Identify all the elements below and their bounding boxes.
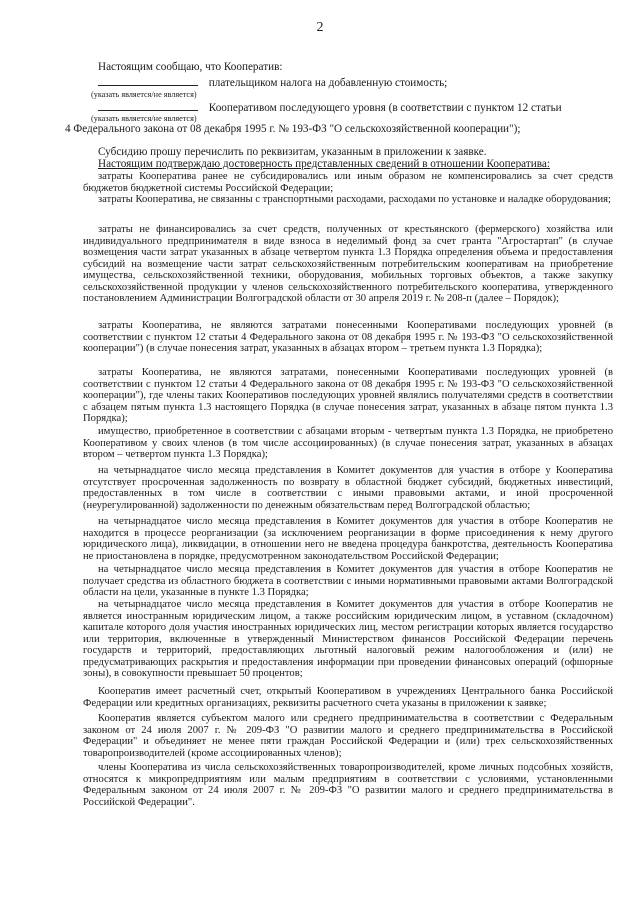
coop-level-text-cont: 4 Федерального закона от 08 декабря 1995 г. № 193-ФЗ "О сельскохозяйственной кооперации"); <box>65 123 521 135</box>
coop-level-blank[interactable] <box>98 101 198 111</box>
coop-level-hint: (указать является/не является) <box>91 114 197 123</box>
clause-paragraph: затраты Кооператива ранее не субсидировались или иным образом не компенсировались за счет средств бюджетов бюджетной системы Российской Федерации; <box>83 171 613 194</box>
clause-paragraph: имущество, приобретенное в соответствии с абзацами вторым - четвертым пункта 1.3 Порядка, не приобретено Кооперативом у своих членов (в том числе ассоциированных) (в случае понесения затрат, указанных в абзацах втором – четвертом пункта 1.3 Порядка); <box>83 426 613 460</box>
clause-paragraph: Кооператив имеет расчетный счет, открытый Кооперативом в учреждениях Центрального банка Российской Федерации или кредитных организациях, реквизиты расчетного счета указаны в приложении к заявке; <box>83 686 613 709</box>
confirmation-heading: Настоящим подтверждаю достоверность представленных сведений в отношении Кооператива: <box>98 158 550 170</box>
vat-status-row <box>98 76 447 89</box>
clause-paragraph: на четырнадцатое число месяца представления в Комитет документов для участия в отборе Кооператив не является иностранным юридическим лицом, а также российским юридическим лицом, в уставном (складочном) капитале которого доля участия иностранных юридических лиц, местом регистрации которых является государство или территория, включенные в утвержденный Министерством финансов Российской Федерации перечень государств и территорий, предоставляющих льготный налоговый режим налогообложения и (или) не предусматривающих раскрытия и предоставления информации при проведении финансовых операций (офшорные зоны), в совокупности превышает 50 процентов; <box>83 599 613 679</box>
clause-paragraph: на четырнадцатое число месяца представления в Комитет документов для участия в отборе Кооператив не получает средства из областного бюджета в соответствии с иными нормативными правовыми актами Волгоградской области на цели, указанные в пункте 1.3 Порядка; <box>83 564 613 598</box>
coop-level-text: Кооперативом последующего уровня (в соответствии с пунктом 12 статьи <box>208 102 562 114</box>
clause-paragraph: Кооператив является субъектом малого или среднего предпринимательства в соответствии с Федеральным законом от 24 июля 2007 г. № 209-ФЗ "О развитии малого и среднего предпринимательства в Российской Федерации" и объединяет не менее пяти граждан Российской Федерации и (или) трех сельскохозяйственных товаропроизводителей (кроме ассоциированных членов); <box>83 713 613 759</box>
clause-paragraph: затраты Кооператива, не являются затратами, понесенными Кооперативами последующих уровней (в соответствии с пунктом 12 статьи 4 Федерального закона от 08 декабря 1995 г. № 193-ФЗ "О сельскохозяйственной кооперации"), где члены таких Кооперативов последующих уровней являлись получателями средств в соответствии с абзацем пятым пункта 1.3 настоящего Порядка (в случае понесения затрат, указанных в абзаце пятом пункта 1.3 Порядка); <box>83 367 613 424</box>
intro-line: Настоящим сообщаю, что Кооператив: <box>98 61 283 73</box>
subsidy-request: Субсидию прошу перечислить по реквизитам, указанным в приложении к заявке. <box>98 146 487 158</box>
clause-paragraph: затраты не финансировались за счет средств, полученных от крестьянского (фермерского) хозяйства или индивидуального предпринимателя в виде взноса в неделимый фонд за счет гранта "Агростартап" (в случае возмещения части затрат указанных в абзаце четвертом пункта 1.3 Порядка определения объема и предоставления субсидий на возмещение части затрат сельскохозяйственным потребительским кооперативам на приобретение имущества, сельскохозяйственной техники, оборудования, мобильных торговых объектов, а также закупку сельскохозяйственной продукции у членов сельскохозяйственного потребительского кооператива, утвержденного постановлением Администрации Волгоградской области от 30 апреля 2019 г. № 208-п (далее – Порядок); <box>83 224 613 304</box>
clause-paragraph: на четырнадцатое число месяца представления в Комитет документов для участия в отборе у Кооператива отсутствует просроченная задолженность по возврату в областной бюджет субсидий, бюджетных инвестиций, предоставленных в том числе в соответствии с иными правовыми актами, и иной просроченной (неурегулированной) задолженности по денежным обязательствам перед Волгоградской областью; <box>83 465 613 511</box>
clause-paragraph: на четырнадцатое число месяца представления в Комитет документов для участия в отборе Кооператив не находится в процессе реорганизации (за исключением реорганизации в форме присоединения к нему другого юридического лица), ликвидации, в отношении него не введена процедура банкротства, деятельность Кооператива не приостановлена в порядке, предусмотренном законодательством Российской Федерации; <box>83 516 613 562</box>
vat-status-text: плательщиком налога на добавленную стоимость; <box>208 77 448 89</box>
vat-status-blank[interactable] <box>98 76 198 86</box>
vat-status-hint: (указать является/не является) <box>91 90 197 99</box>
page-number: 2 <box>316 20 324 35</box>
clause-paragraph: затраты Кооператива, не являются затратами понесенными Кооперативами последующих уровней (в соответствии с пунктом 12 статьи 4 Федерального закона от 08 декабря 1995 г. № 193-ФЗ "О сельскохозяйственной кооперации") (в случае понесения затрат, указанных в абзацах втором – третьем пункта 1.3 Порядка); <box>83 320 613 354</box>
clause-paragraph: члены Кооператива из числа сельскохозяйственных товаропроизводителей, кроме личных подсобных хозяйств, относятся к микропредприятиям или малым предприятиям в соответствии с условиями, установленными Федеральным законом от 24 июля 2007 г. № 209-ФЗ "О развитии малого и среднего предпринимательства в Российской Федерации". <box>83 762 613 808</box>
clause-paragraph: затраты Кооператива, не связанны с транспортными расходами, расходами по установке и наладке оборудования; <box>98 194 611 205</box>
